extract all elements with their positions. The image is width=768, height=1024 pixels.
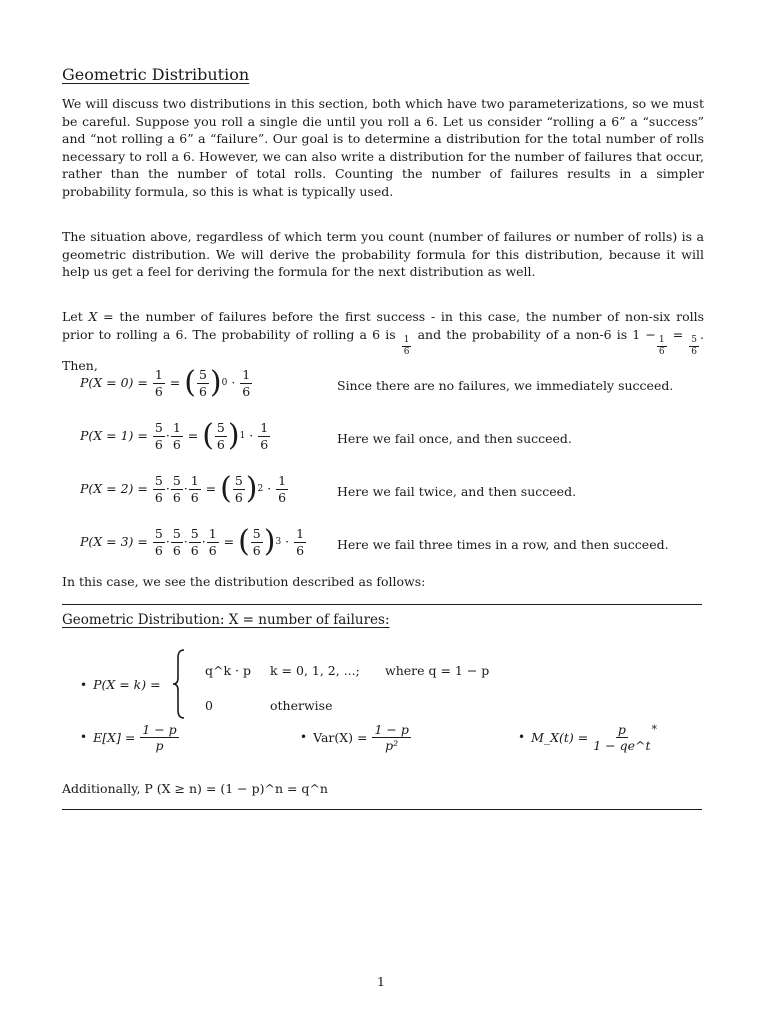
third-paragraph: Let X = the number of failures before the first success - in this case, the number of non-six rolls prior to rolling a 6. The probability of rolling a 6 is $\frac{1}{6}$ and the probability of a non-6 is 1 − $\frac{1}{6}$ = $\frac{5}{6}$ . Then, [62, 309, 705, 374]
fraction-one-sixth: $\frac{1}{6}$ [403, 334, 410, 357]
page-number: 1 [377, 974, 385, 989]
pmf-line: • P(X = k) = [80, 677, 161, 692]
variance-formula: • Var(X) = $\frac{1 - p}{\text{p²}}$ [300, 722, 409, 754]
bottom-rule [62, 809, 702, 810]
case1-expression: q^k · p [205, 663, 251, 678]
intro-paragraph: We will discuss two distributions in this section, both which have two parameterizations, so we must be careful. Suppose you roll a single die until you roll a 6. Let us consider “rolling a 6” a “success” and “not rolling a 6” a “failure”. Our goal is to determine a distribution for the total number of rolls necessary to roll a 6. However, we can also write a distribution for the number of failures that occur, rather than the number of total rolls. Counting the number of failures results in a simpler probability formula, so this is what is typically used. [62, 96, 704, 199]
bullet-icon: • [518, 729, 526, 744]
equation-x1: P(X = 1) = $\frac{5}{6}$ · $\frac{1}{6}$ = ( $\frac{5}{6}$ ) 1 · $\frac{1}{6}$ [80, 418, 269, 453]
top-rule [62, 604, 702, 605]
bullet-icon: • [300, 729, 308, 744]
mgf-formula: • M_X(t) = $\frac{p}{1 - qe\^{}t}$ * [518, 722, 658, 754]
equation-x1-comment: Here we fail once, and then succeed. [337, 431, 572, 446]
case1-condition: k = 0, 1, 2, ...; [270, 663, 360, 678]
additional-property: Additionally, P (X ≥ n) = (1 − p)^n = q^n [62, 781, 328, 796]
equation-x3: P(X = 3) = $\frac{5}{6}$ · $\frac{5}{6}$ · $\frac{5}{6}$ · $\frac{1}{6}$ = ( $\frac{5}{6}$ ) 3 · $\frac{1}{6}$ [80, 524, 305, 559]
case1-where: where q = 1 − p [385, 663, 490, 678]
case2-condition: otherwise [270, 698, 333, 713]
equation-x3-comment: Here we fail three times in a row, and then succeed. [337, 537, 669, 552]
equation-x2: P(X = 2) = $\frac{5}{6}$ · $\frac{5}{6}$ · $\frac{1}{6}$ = ( $\frac{5}{6}$ ) 2 · $\frac{1}{6}$ [80, 471, 287, 506]
transition-text: In this case, we see the distribution described as follows: [62, 574, 426, 589]
case2-expression: 0 [205, 698, 213, 713]
box-heading: Geometric Distribution: X = number of failures: [62, 612, 390, 628]
equation-x0: P(X = 0) = $\frac{1}{6}$ = ( $\frac{5}{6}$ ) 0 · $\frac{1}{6}$ [80, 365, 251, 400]
bullet-icon: • [80, 678, 88, 692]
equation-x2-comment: Here we fail twice, and then succeed. [337, 484, 577, 499]
mean-formula: • E[X] = $\frac{1 - p}{p}$ [80, 722, 177, 754]
equation-x0-comment: Since there are no failures, we immediately succeed. [337, 378, 674, 393]
left-brace-icon [172, 648, 188, 720]
second-paragraph: The situation above, regardless of which term you count (number of failures or number of rolls) is a geometric distribution. We will derive the probability formula for this distribution, because it will help us get a feel for deriving the formula for the next distribution as well. [62, 229, 704, 279]
bullet-icon: • [80, 729, 88, 744]
page-title: Geometric Distribution [62, 65, 250, 84]
